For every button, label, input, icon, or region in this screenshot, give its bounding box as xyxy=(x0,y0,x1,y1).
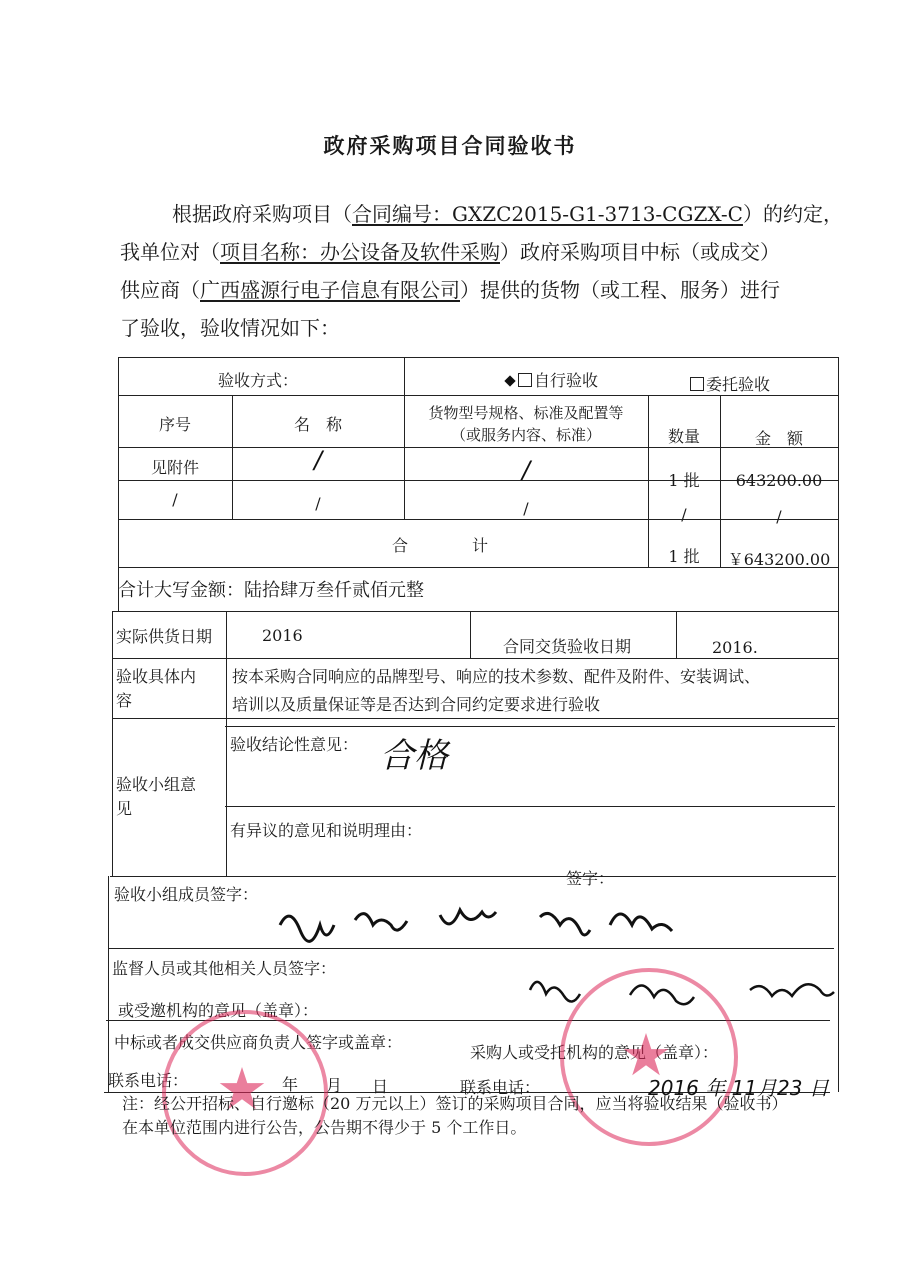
table-line xyxy=(118,395,838,396)
intro-text: 根据政府采购项目（ xyxy=(172,202,352,226)
objection-label: 有异议的意见和说明理由： xyxy=(230,821,423,840)
table-line xyxy=(838,357,839,611)
intro-paragraph xyxy=(120,195,843,347)
conclusion-label: 验收结论性意见： xyxy=(230,735,359,754)
content-label-line-1: 验收具体内 xyxy=(116,667,197,686)
row2-spec: / xyxy=(523,499,529,518)
header-spec-line-1: 货物型号规格、标准及配置等 xyxy=(428,404,624,422)
document-title: 政府采购项目合同验收书 xyxy=(323,133,577,158)
table-line xyxy=(676,611,677,658)
contract-number: 合同编号：GXZC2015-G1-3713-CGZX-C xyxy=(352,202,743,226)
table-line xyxy=(118,357,838,358)
conclusion-value: 合格 xyxy=(380,736,448,776)
footnote: 注：经公开招标、自行邀标（20 万元以上）签订的采购项目合同，应当将验收结果（验收书）在本单位范围内进行公告，公告期不得少于 5 个工作日。 xyxy=(122,1094,788,1137)
row2-seq: / xyxy=(172,490,178,509)
row1-name: / xyxy=(313,446,323,474)
row2-qty: / xyxy=(681,505,687,524)
table-line xyxy=(112,611,113,876)
header-spec-line-2: （或服务内容、标准） xyxy=(450,426,601,444)
entrust-check-option[interactable] xyxy=(690,372,770,395)
table-line xyxy=(112,718,838,719)
contract-date-label: 合同交货验收日期 xyxy=(503,637,632,656)
intro-text: 供应商（ xyxy=(120,278,200,302)
header-seq: 序号 xyxy=(158,415,191,434)
supplier-sign-label: 中标或者成交供应商负责人签字或盖章： xyxy=(114,1033,403,1052)
table-line xyxy=(118,357,119,611)
group-label-line-2: 见 xyxy=(116,799,133,818)
contract-date-value: 2016. xyxy=(712,638,758,657)
checkbox-icon xyxy=(518,373,532,387)
row1-seq: 见附件 xyxy=(150,458,199,477)
checkbox-icon xyxy=(690,377,704,391)
members-signatures xyxy=(270,895,710,955)
content-label-line-2: 容 xyxy=(116,691,133,710)
month-label: 月 xyxy=(326,1076,343,1095)
table-line xyxy=(225,806,835,807)
intro-line-1 xyxy=(120,195,843,233)
header-qty: 数量 xyxy=(667,427,700,446)
table-line xyxy=(112,658,838,659)
project-name: 项目名称：办公设备及软件采购 xyxy=(220,240,500,264)
supplier-name: 广西盛源行电子信息有限公司 xyxy=(200,278,460,302)
intro-text: ）政府采购项目中标（或成交） xyxy=(500,240,780,264)
header-name: 名 称 xyxy=(293,415,342,434)
self-check-label: 自行验收 xyxy=(534,371,599,390)
row2-amount: / xyxy=(776,507,782,526)
row1-qty: 1 批 xyxy=(668,471,700,490)
table-line xyxy=(110,876,836,877)
seal-star-icon: ★ xyxy=(620,1021,672,1089)
members-sign-label: 验收小组成员签字： xyxy=(114,885,259,904)
intro-line-4: 了验收，验收情况如下： xyxy=(120,316,340,340)
year-label: 年 xyxy=(282,1075,299,1094)
sign-label: 签字： xyxy=(566,869,615,888)
intro-text: 我单位对（ xyxy=(120,240,220,264)
selected-diamond-icon xyxy=(504,375,515,386)
row1-amount: 643200.00 xyxy=(735,471,823,490)
table-line xyxy=(112,611,838,612)
phone-label-1: 联系电话： xyxy=(108,1071,189,1090)
intro-text: ）提供的货物（或工程、服务）进行 xyxy=(460,278,780,302)
table-line xyxy=(226,611,227,876)
entrust-check-label: 委托验收 xyxy=(706,375,771,394)
agency-opinion-label: 或受邀机构的意见（盖章）： xyxy=(118,1001,319,1020)
table-line xyxy=(108,876,109,1092)
intro-line-2 xyxy=(120,233,840,271)
actual-date-value: 2016 xyxy=(262,626,303,645)
method-label: 验收方式： xyxy=(218,371,299,390)
content-line-1: 按本采购合同响应的品牌型号、响应的技术参数、配件及附件、安装调试、 xyxy=(232,667,761,686)
content-line-2: 培训以及质量保证等是否达到合同约定要求进行验收 xyxy=(232,695,601,714)
actual-date-label: 实际供货日期 xyxy=(116,627,213,646)
day-label: 日 xyxy=(372,1077,389,1096)
group-label-line-1: 验收小组意 xyxy=(116,775,197,794)
seal-star-icon: ★ xyxy=(216,1055,268,1123)
total-label: 合 计 xyxy=(391,536,488,555)
table-line xyxy=(470,611,471,658)
row1-spec: / xyxy=(521,456,531,484)
total-in-words: 合计大写金额：陆拾肆万叁仟贰佰元整 xyxy=(118,580,424,601)
phone-label-2: 联系电话： xyxy=(460,1078,541,1097)
sign-date: 2016 年 11月23 日 xyxy=(648,1076,829,1100)
table-line xyxy=(225,726,835,727)
supervisor-sign-label: 监督人员或其他相关人员签字： xyxy=(112,959,337,978)
header-amount: 金 额 xyxy=(754,429,803,448)
intro-text: ）的约定， xyxy=(742,202,843,226)
self-check-option[interactable] xyxy=(506,368,598,391)
row2-name: / xyxy=(315,494,321,513)
purchaser-opinion-label: 采购人或受托机构的意见（盖章）： xyxy=(470,1043,719,1062)
total-qty: 1 批 xyxy=(668,547,700,566)
intro-line-3 xyxy=(120,271,840,309)
total-amount: ￥643200.00 xyxy=(727,550,831,569)
